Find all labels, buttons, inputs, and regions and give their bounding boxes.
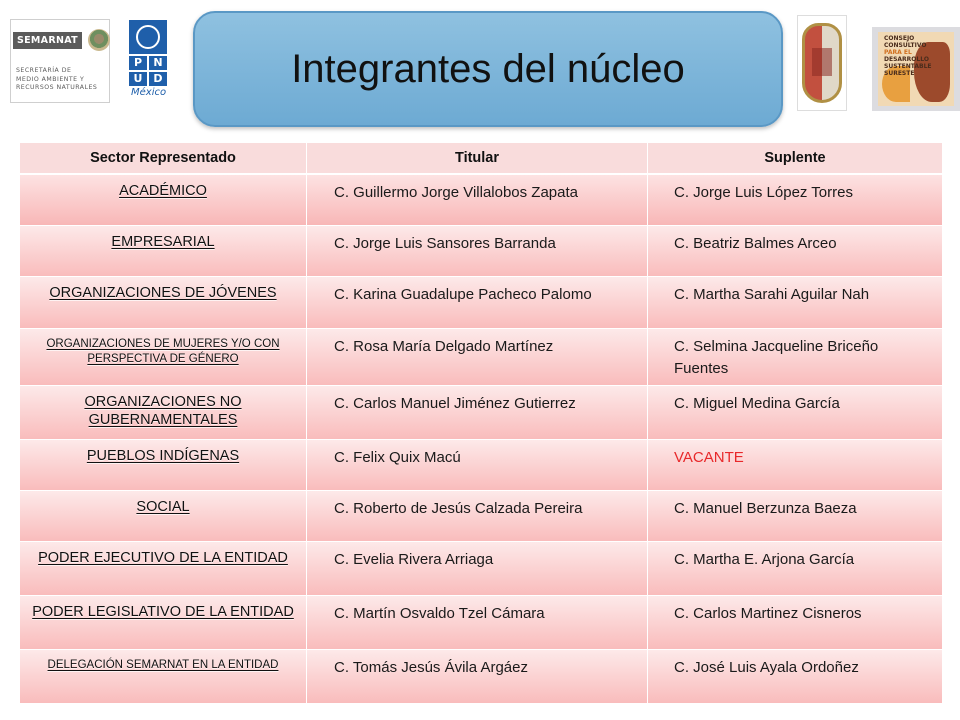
sector-cell: PODER EJECUTIVO DE LA ENTIDAD <box>20 541 307 595</box>
titular-cell: C. Rosa María Delgado Martínez <box>307 328 648 385</box>
sector-cell: ACADÉMICO <box>20 174 307 225</box>
titular-cell: C. Guillermo Jorge Villalobos Zapata <box>307 174 648 225</box>
suplente-cell: C. Selmina Jacqueline Briceño Fuentes <box>648 328 943 385</box>
suplente-cell: C. José Luis Ayala Ordoñez <box>648 649 943 703</box>
table-row <box>20 385 943 439</box>
suplente-cell: C. Martha E. Arjona García <box>648 541 943 595</box>
suplente-vacante-cell: VACANTE <box>648 439 943 490</box>
semarnat-logo <box>10 19 110 103</box>
shield-icon <box>802 23 842 103</box>
pnud-country: México <box>131 87 167 98</box>
campeche-crest-logo <box>797 15 847 111</box>
semarnat-brand: SEMARNAT <box>13 32 82 49</box>
page-title: Integrantes del núcleo <box>291 46 685 91</box>
pnud-letter: N <box>149 56 167 70</box>
sector-cell: ORGANIZACIONES DE JÓVENES <box>20 276 307 328</box>
consejo-consultivo-logo: CONSEJO CONSULTIVO PARA EL DESARROLLO SUSTENTABLE SURESTE <box>872 27 960 111</box>
sector-cell: DELEGACIÓN SEMARNAT EN LA ENTIDAD <box>20 649 307 703</box>
header-sector: Sector Representado <box>20 143 307 175</box>
sector-cell: EMPRESARIAL <box>20 225 307 276</box>
members-table <box>19 142 943 704</box>
suplente-cell: C. Manuel Berzunza Baeza <box>648 490 943 541</box>
sector-cell: ORGANIZACIONES NO GUBERNAMENTALES <box>20 385 307 439</box>
titular-cell: C. Evelia Rivera Arriaga <box>307 541 648 595</box>
titular-cell: C. Felix Quix Macú <box>307 439 648 490</box>
sector-cell: PUEBLOS INDÍGENAS <box>20 439 307 490</box>
pnud-letter: P <box>129 56 147 70</box>
titular-cell: C. Roberto de Jesús Calzada Pereira <box>307 490 648 541</box>
suplente-cell: C. Beatriz Balmes Arceo <box>648 225 943 276</box>
sector-cell: SOCIAL <box>20 490 307 541</box>
table-row <box>20 595 943 649</box>
titular-cell: C. Tomás Jesús Ávila Argáez <box>307 649 648 703</box>
table-row <box>20 225 943 276</box>
table-row <box>20 276 943 328</box>
titular-cell: C. Karina Guadalupe Pacheco Palomo <box>307 276 648 328</box>
suplente-cell: C. Miguel Medina García <box>648 385 943 439</box>
table-row <box>20 439 943 490</box>
header-titular: Titular <box>307 143 648 175</box>
table-row <box>20 541 943 595</box>
table-row <box>20 328 943 385</box>
semarnat-subtitle: SECRETARÍA DE MEDIO AMBIENTE Y RECURSOS NATURALES <box>16 67 98 91</box>
suplente-cell: C. Jorge Luis López Torres <box>648 174 943 225</box>
un-emblem-icon <box>129 20 167 54</box>
table-header-row <box>20 143 943 175</box>
pnud-letter: D <box>149 72 167 86</box>
sector-cell: ORGANIZACIONES DE MUJERES Y/O CON PERSPECTIVA DE GÉNERO <box>20 328 307 385</box>
suplente-cell: C. Carlos Martinez Cisneros <box>648 595 943 649</box>
title-banner <box>193 11 783 127</box>
mexico-coat-of-arms-icon <box>88 29 110 51</box>
titular-cell: C. Martín Osvaldo Tzel Cámara <box>307 595 648 649</box>
titular-cell: C. Jorge Luis Sansores Barranda <box>307 225 648 276</box>
table-row <box>20 174 943 225</box>
table-row <box>20 490 943 541</box>
table-row <box>20 649 943 703</box>
titular-cell: C. Carlos Manuel Jiménez Gutierrez <box>307 385 648 439</box>
header-suplente: Suplente <box>648 143 943 175</box>
pnud-logo <box>126 20 176 106</box>
sector-cell: PODER LEGISLATIVO DE LA ENTIDAD <box>20 595 307 649</box>
suplente-cell: C. Martha Sarahi Aguilar Nah <box>648 276 943 328</box>
pnud-letter: U <box>129 72 147 86</box>
